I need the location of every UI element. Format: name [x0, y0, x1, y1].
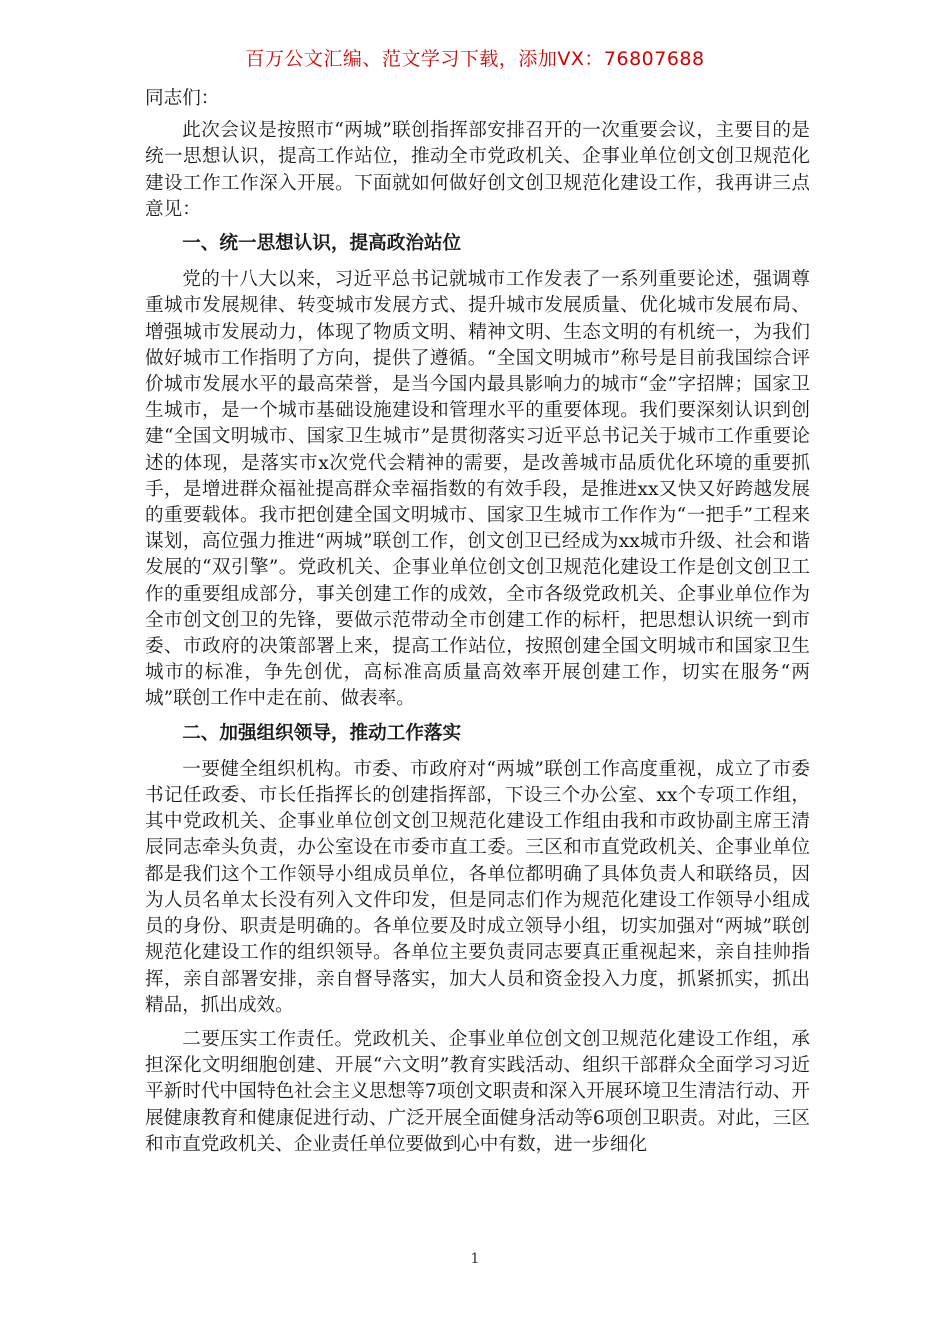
document-body [145, 86, 810, 1166]
section-1-paragraph: 党的十八大以来，习近平总书记就城市工作发表了一系列重要论述，强调尊重城市发展规律、转变城市发展方式、提升城市发展质量、优化城市发展布局、增强城市发展动力，体现了物质文明、精神文明、生态文明的有机统一，为我们做好城市工作指明了方向，提供了遵循。“全国文明城市”称号是目前我国综合评价城市发展水平的最高荣誉，是当今国内最具影响力的城市“金”字招牌；国家卫生城市，是一个城市基础设施建设和管理水平的重要体现。我们要深刻认识到创建“全国文明城市、国家卫生城市”是贯彻落实习近平总书记关于城市工作重要论述的体现，是落实市x次党代会精神的需要，是改善城市品质优化环境的重要抓手，是增进群众福祉提高群众幸福指数的有效手段，是推进xx又快又好跨越发展的重要载体。我市把创建全国文明城市、国家卫生城市工作作为“一把手”工程来谋划，高位强力推进“两城”联创工作，创文创卫已经成为xx城市升级、社会和谐发展的“双引擎”。党政机关、企事业单位创文创卫规范化建设工作是创文创卫工作的重要组成部分，事关创建工作的成效，全市各级党政机关、企事业单位作为全市创文创卫的先锋，要做示范带动全市创建工作的标杆，把思想认识统一到市委、市政府的决策部署上来，提高工作站位，按照创建全国文明城市和国家卫生城市的标准，争先创优，高标准高质量高效率开展创建工作，切实在服务“两城”联创工作中走在前、做表率。 [145, 269, 810, 710]
section-1-heading: 一、统一思想认识，提高政治站位 [182, 233, 462, 255]
salutation: 同志们： [145, 88, 220, 109]
section-2-heading: 二、加强组织领导，推动工作落实 [182, 722, 462, 744]
section-2-paragraph-2: 二要压实工作责任。党政机关、企事业单位创文创卫规范化建设工作组，承担深化文明细胞创建、开展“六文明”教育实践活动、组织干部群众全面学习习近平新时代中国特色社会主义思想等7项创文职责和深入开展环境卫生清洁行动、开展健康教育和健康促进行动、广泛开展全面健身活动等6项创卫职责。对此，三区和市直党政机关、企业责任单位要做到心中有数，进一步细化 [145, 1028, 810, 1155]
section-2-paragraph-1: 一要健全组织机构。市委、市政府对“两城”联创工作高度重视，成立了市委书记任政委、市长任指挥长的创建指挥部，下设三个办公室、xx个专项工作组，其中党政机关、企事业单位创文创卫规范化建设工作组由我和市政协副主席王清辰同志牵头负责，办公室设在市委市直工委。三区和市直党政机关、企事业单位都是我们这个工作领导小组成员单位，各单位都明确了具体负责人和联络员，因为人员名单太长没有列入文件印发，但是同志们作为规范化建设工作领导小组成员的身份、职责是明确的。各单位要及时成立领导小组，切实加强对“两城”联创规范化建设工作的组织领导。各单位主要负责同志要真正重视起来，亲自挂帅指挥，亲自部署安排，亲自督导落实，加大人员和资金投入力度，抓紧抓实，抓出精品，抓出成效。 [145, 758, 810, 1016]
intro-paragraph: 此次会议是按照市“两城”联创指挥部安排召开的一次重要会议，主要目的是统一思想认识，提高工作站位，推动全市党政机关、企事业单位创文创卫规范化建设工作工作深入开展。下面就如何做好创文创卫规范化建设工作，我再讲三点意见： [145, 120, 810, 220]
page-number: 1 [470, 1251, 480, 1267]
header-banner: 百万公文汇编、范文学习下载，添加VX：76807688 [245, 48, 705, 70]
